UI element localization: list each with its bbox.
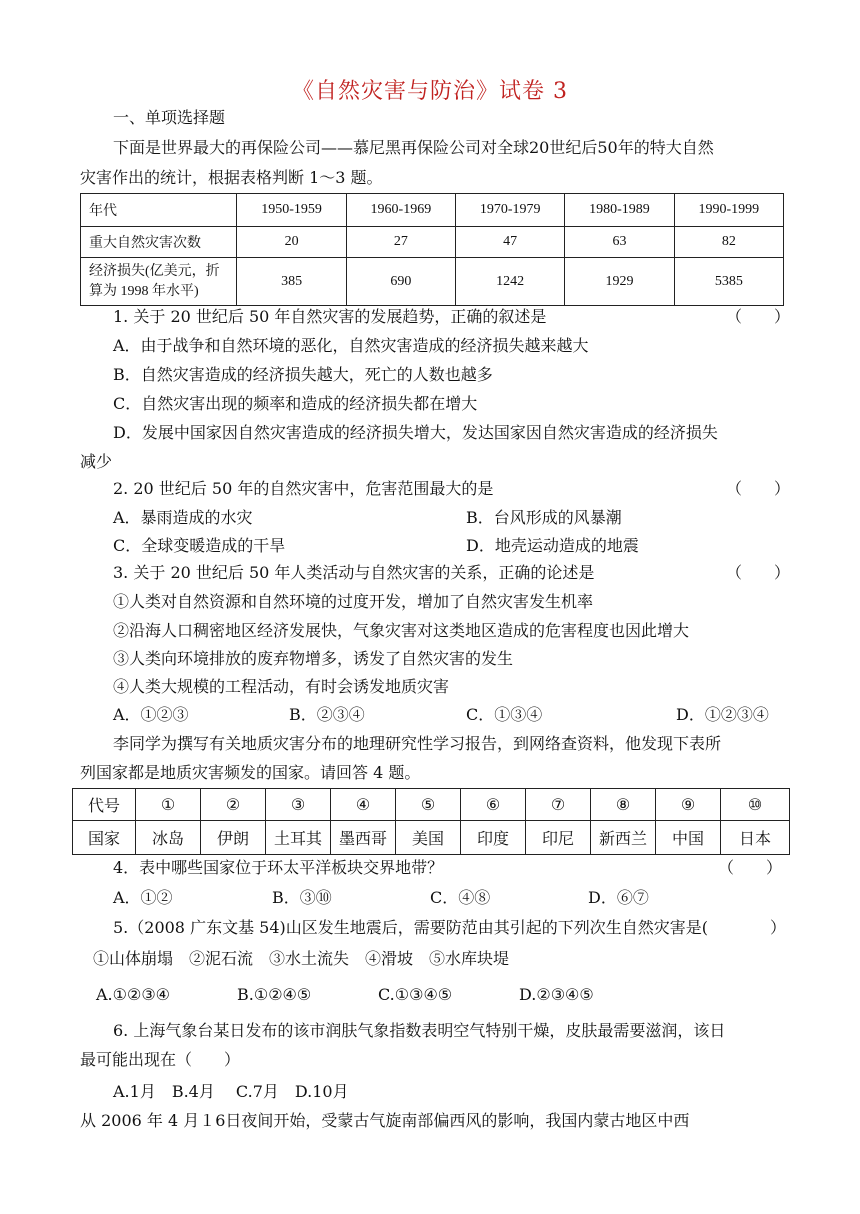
table-cell: ⑥ [461,789,526,821]
intro-line-2: 灾害作出的统计，根据表格判断 1～3 题。 [80,168,383,187]
table-cell: ⑦ [526,789,591,821]
option-a: A．暴雨造成的水灾 [113,508,253,527]
table-cell: ⑤ [396,789,461,821]
option-c: C．①③④ [466,705,543,724]
passage-line: 从 2006 年 4 月１6日夜间开始，受蒙古气旋南部偏西风的影响，我国内蒙古地区中西 [80,1111,690,1130]
table-cell: 690 [346,258,455,306]
statement-1: ①人类对自然资源和自然环境的过度开发，增加了自然灾害发生机率 [113,592,594,611]
table-cell: 土耳其 [266,821,331,855]
table-cell: 27 [346,227,455,258]
option-b: B.①②④⑤ [237,985,312,1004]
option-d-cont: 减少 [80,452,113,471]
table-cell: 1960-1969 [346,194,455,227]
answer-paren: ） [770,918,787,937]
table-cell [81,258,237,306]
intro2-line-2: 列国家都是地质灾害频发的国家。请回答 4 题。 [80,763,421,782]
table-cell: 385 [237,258,346,306]
question-1-stem: 1. 关于 20 世纪后 50 年自然灾害的发展趋势，正确的叙述是 [113,307,547,326]
table-cell: 5385 [674,258,783,306]
option-c: C.①③④⑤ [378,985,453,1004]
page-title: 《自然灾害与防治》试卷 3 [292,79,568,104]
option-c: C．④⑧ [430,888,491,907]
country-table [72,788,790,855]
row-label-line: 经济损失(亿美元，折 [89,263,220,279]
table-cell: 重大自然灾害次数 [81,227,237,258]
table-row [81,194,784,227]
table-cell: ④ [331,789,396,821]
statement-3: ③人类向环境排放的废弃物增多，诱发了自然灾害的发生 [113,649,514,668]
question-6-cont: 最可能出现在（ ） [80,1050,241,1069]
table-cell: 印尼 [526,821,591,855]
option-b: B．台风形成的风暴潮 [466,508,622,527]
question-5-items: ①山体崩塌 ②泥石流 ③水土流失 ④滑坡 ⑤水库块堤 [93,949,510,968]
option-d: D．发展中国家因自然灾害造成的经济损失增大，发达国家因自然灾害造成的经济损失 [113,423,718,442]
table-cell: 63 [565,227,674,258]
question-5-stem: 5.（2008 广东文基 54)山区发生地震后，需要防范由其引起的下列次生自然灾害是( [113,918,709,937]
option-d: D．地壳运动造成的地震 [466,536,639,555]
option-a: A．由于战争和自然环境的恶化，自然灾害造成的经济损失越来越大 [113,336,589,355]
option-c: C．全球变暖造成的干旱 [113,536,286,555]
option-a: A．①②③ [113,705,189,724]
option-b: B．③⑩ [272,888,332,907]
table-row [81,227,784,258]
table-cell: ② [201,789,266,821]
answer-paren: （ ） [726,479,791,498]
table-cell: 代号 [73,789,136,821]
option-b: B．自然灾害造成的经济损失越大，死亡的人数也越多 [113,365,493,384]
table-cell: 墨西哥 [331,821,396,855]
table-cell: 20 [237,227,346,258]
section-heading: 一、单项选择题 [113,108,226,127]
option-d: D．①②③④ [676,705,769,724]
table-cell: ⑨ [656,789,721,821]
table-cell: 国家 [73,821,136,855]
intro2-line-1: 李同学为撰写有关地质灾害分布的地理研究性学习报告，到网络查资料，他发现下表所 [113,734,722,753]
table-cell: 47 [456,227,565,258]
table-cell: 年代 [81,194,237,227]
statement-2: ②沿海人口稠密地区经济发展快，气象灾害对这类地区造成的危害程度也因此增大 [113,621,690,640]
option-b: B．②③④ [289,705,365,724]
table-cell: 1242 [456,258,565,306]
table-row [73,821,790,855]
answer-paren: （ ） [718,858,783,877]
table-cell: 中国 [656,821,721,855]
option-d: D.②③④⑤ [519,985,594,1004]
question-4-stem: 4．表中哪些国家位于环太平洋板块交界地带？ [113,858,444,877]
table-cell: 1970-1979 [456,194,565,227]
table-cell: 1980-1989 [565,194,674,227]
option-d: D．⑥⑦ [588,888,649,907]
table-cell: 新西兰 [591,821,656,855]
question-6-stem: 6. 上海气象台某日发布的该市润肤气象指数表明空气特别干燥，皮肤最需要滋润，该日 [113,1021,726,1040]
question-3-stem: 3. 关于 20 世纪后 50 年人类活动与自然灾害的关系，正确的论述是 [113,563,595,582]
answer-paren: （ ） [726,307,791,326]
option-a: A.①②③④ [96,985,171,1004]
table-cell: 82 [674,227,783,258]
option-a: A．①② [113,888,173,907]
table-row [81,258,784,306]
disaster-stats-table [80,193,784,306]
intro-line-1: 下面是世界最大的再保险公司——慕尼黑再保险公司对全球20世纪后50年的特大自然 [113,138,714,157]
table-cell: 美国 [396,821,461,855]
table-cell: ⑧ [591,789,656,821]
answer-paren: （ ） [726,563,791,582]
question-2-stem: 2. 20 世纪后 50 年的自然灾害中，危害范围最大的是 [113,479,494,498]
table-cell: 印度 [461,821,526,855]
statement-4: ④人类大规模的工程活动，有时会诱发地质灾害 [113,677,450,696]
table-cell: 伊朗 [201,821,266,855]
option-c: C．自然灾害出现的频率和造成的经济损失都在增大 [113,394,478,413]
table-cell: 1929 [565,258,674,306]
table-cell: 1950-1959 [237,194,346,227]
row-label-line: 算为 1998 年水平) [89,283,199,299]
table-row [73,789,790,821]
table-cell: ⑩ [721,789,790,821]
question-6-options: A.1月 B.4月 C.7月 D.10月 [113,1082,349,1101]
table-cell: 1990-1999 [674,194,783,227]
table-cell: 冰岛 [136,821,201,855]
table-cell: ③ [266,789,331,821]
table-cell: ① [136,789,201,821]
table-cell: 日本 [721,821,790,855]
